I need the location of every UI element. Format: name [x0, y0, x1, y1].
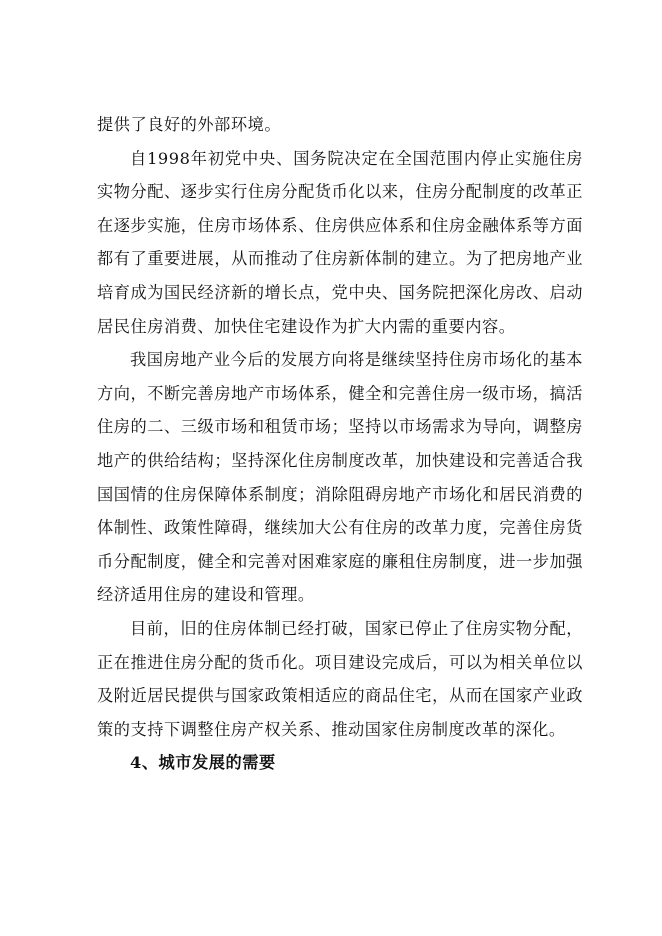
document-body: [97, 108, 583, 780]
section-heading: 4、城市发展的需要: [130, 753, 276, 773]
paragraph-development-direction: 我国房地产业今后的发展方向将是继续坚持住房市场化的基本方向，不断完善房地产市场体系，健全和完善住房一级市场，搞活住房的二、三级市场和租赁市场；坚持以市场需求为导向，调整房地产的供给结构；坚持深化住房制度改革，加快建设和完善适合我国国情的住房保障体系制度；消除阻碍房地产市场化和居民消费的体制性、政策性障碍，继续加大公有住房的改革力度，完善住房货币分配制度，健全和完善对困难家庭的廉租住房制度，进一步加强经济适用住房的建设和管理。: [97, 350, 583, 605]
paragraph-housing-reform: 自1998年初党中央、国务院决定在全国范围内停止实施住房实物分配、逐步实行住房分配货币化以来，住房分配制度的改革正在逐步实施，住房市场体系、住房供应体系和住房金融体系等方面都有了重要进展，从而推动了住房新体制的建立。为了把房地产业培育成为国民经济新的增长点，党中央、国务院把深化房改、启动居民住房消费、加快住宅建设作为扩大内需的重要内容。: [97, 148, 583, 336]
paragraph-current-situation: 目前，旧的住房体制已经打破，国家已停止了住房实物分配，正在推进住房分配的货币化。项目建设完成后，可以为相关单位以及附近居民提供与国家政策相适应的商品住宅，从而在国家产业政策的支持下调整住房产权关系、推动国家住房制度改革的深化。: [97, 618, 583, 739]
paragraph-continuation: 提供了良好的外部环境。: [97, 115, 282, 134]
